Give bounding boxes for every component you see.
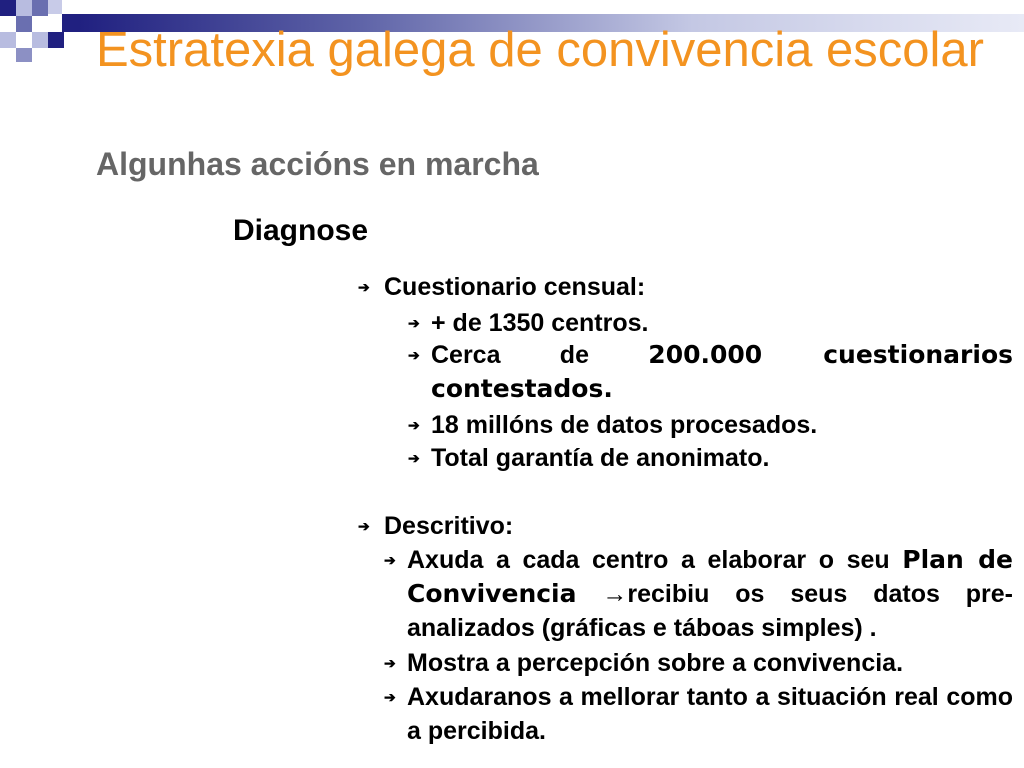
arrow-right-icon: ➔ [408, 450, 420, 466]
arrow-right-icon: ➔ [408, 347, 420, 363]
arrow-right-icon: ➔ [384, 552, 396, 568]
decor-square-light [32, 32, 48, 48]
list-item-emphasis: Plan de Convivencia [407, 545, 1013, 608]
arrow-right-icon: ➔ [358, 518, 370, 534]
decor-square-light [0, 32, 16, 48]
decor-square-mid [16, 48, 32, 62]
arrow-right-icon: ➔ [408, 315, 420, 331]
arrow-right-icon: ➔ [384, 655, 396, 671]
section-heading: Diagnose [233, 214, 369, 247]
decor-square-light [48, 0, 62, 14]
list-item [407, 543, 1013, 645]
arrow-right-icon: ➔ [358, 279, 370, 295]
decor-square-mid [16, 16, 32, 32]
list-item-text: →recibiu os seus datos pre-analizados (gráficas e táboas simples) . [407, 580, 1013, 642]
decor-square-navy [0, 0, 16, 16]
list-item: Mostra a percepción sobre a convivencia. [407, 649, 904, 677]
list-item-text: Axuda a cada centro a elaborar o seu [407, 546, 903, 574]
list-item-text: Cerca de [431, 341, 649, 369]
list-item: Total garantía de anonimato. [431, 444, 770, 472]
arrow-right-icon: ➔ [384, 689, 396, 705]
decor-square-light [16, 0, 32, 16]
census-label: Cuestionario censual: [384, 273, 646, 301]
list-item [431, 338, 1013, 406]
list-item: Axudaranos a mellorar tanto a situación real como a percibida. [407, 683, 1013, 745]
decor-square-mid [32, 0, 48, 16]
list-item-emphasis: 200.000 cuestionarios contestados. [431, 340, 1014, 403]
arrow-right-icon: ➔ [408, 417, 420, 433]
list-item: + de 1350 centros. [431, 309, 649, 337]
decor-square-navy [62, 14, 78, 32]
descriptive-label: Descritivo: [384, 512, 514, 540]
slide-subtitle: Algunhas accións en marcha [96, 146, 539, 182]
decor-square-navy [48, 32, 64, 48]
list-item: 18 millóns de datos procesados. [431, 411, 818, 439]
slide-title: Estratexia galega de convivencia escolar [96, 23, 984, 77]
